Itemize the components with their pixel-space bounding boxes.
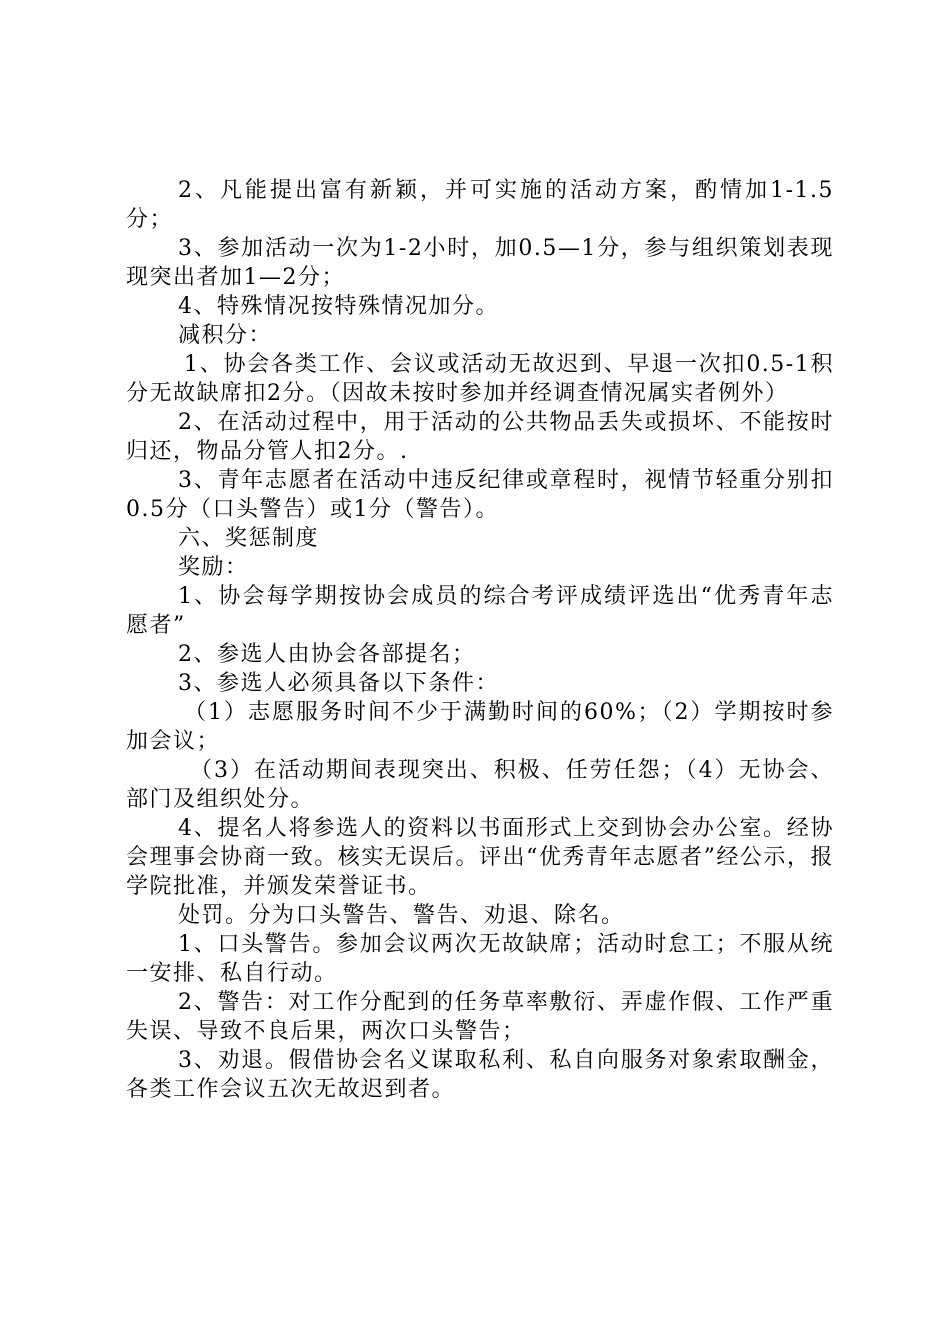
paragraph-penalty-1: 1、口头警告。参加会议两次无故缺席；活动时怠工；不服从统一安排、私自行动。 (126, 932, 834, 986)
heading-penalties: 处罚。分为口头警告、警告、劝退、除名。 (178, 903, 625, 928)
paragraph-condition-3-4: （3）在活动期间表现突出、积极、任劳任怨；（4）无协会、部门及组织处分。 (126, 758, 834, 812)
paragraph-reward-2: 2、参选人由协会各部提名； (178, 642, 476, 667)
paragraph-bonus-2: 2、凡能提出富有新颖，并可实施的活动方案，酌情加1-1.5分； (126, 178, 834, 232)
paragraph-reward-3: 3、参选人必须具备以下条件： (178, 671, 499, 696)
heading-rewards-penalties: 六、奖惩制度 (178, 526, 320, 551)
heading-rewards: 奖励： (178, 555, 249, 580)
heading-deduction: 减积分： (178, 323, 273, 348)
paragraph-reward-1: 1、协会每学期按协会成员的综合考评成绩评选出“优秀青年志愿者” (126, 584, 834, 638)
paragraph-condition-1-2: （1）志愿服务时间不少于满勤时间的60%；（2）学期按时参加会议； (126, 700, 834, 754)
paragraph-penalty-3: 3、劝退。假借协会名义谋取私利、私自向服务对象索取酬金，各类工作会议五次无故迟到者。 (126, 1048, 834, 1102)
paragraph-penalty-2: 2、警告：对工作分配到的任务草率敷衍、弄虚作假、工作严重失误、导致不良后果，两次口头警告； (126, 990, 834, 1044)
paragraph-deduction-3: 3、青年志愿者在活动中违反纪律或章程时，视情节轻重分别扣0.5分（口头警告）或1分（警告）。 (126, 468, 834, 522)
paragraph-bonus-3: 3、参加活动一次为1-2小时，加0.5—1分，参与组织策划表现现突出者加1—2分； (126, 236, 834, 290)
document-body (126, 176, 834, 1104)
paragraph-deduction-2: 2、在活动过程中，用于活动的公共物品丢失或损坏、不能按时归还，物品分管人扣2分。. (126, 410, 834, 464)
paragraph-bonus-4: 4、特殊情况按特殊情况加分。 (178, 294, 499, 319)
paragraph-deduction-1: 1、协会各类工作、会议或活动无故迟到、早退一次扣0.5-1积分无故缺席扣2分。（因故未按时参加并经调查情况属实者例外） (126, 352, 834, 406)
paragraph-reward-4: 4、提名人将参选人的资料以书面形式上交到协会办公室。经协会理事会协商一致。核实无误后。评出“优秀青年志愿者”经公示，报学院批准，并颁发荣誉证书。 (126, 816, 834, 899)
